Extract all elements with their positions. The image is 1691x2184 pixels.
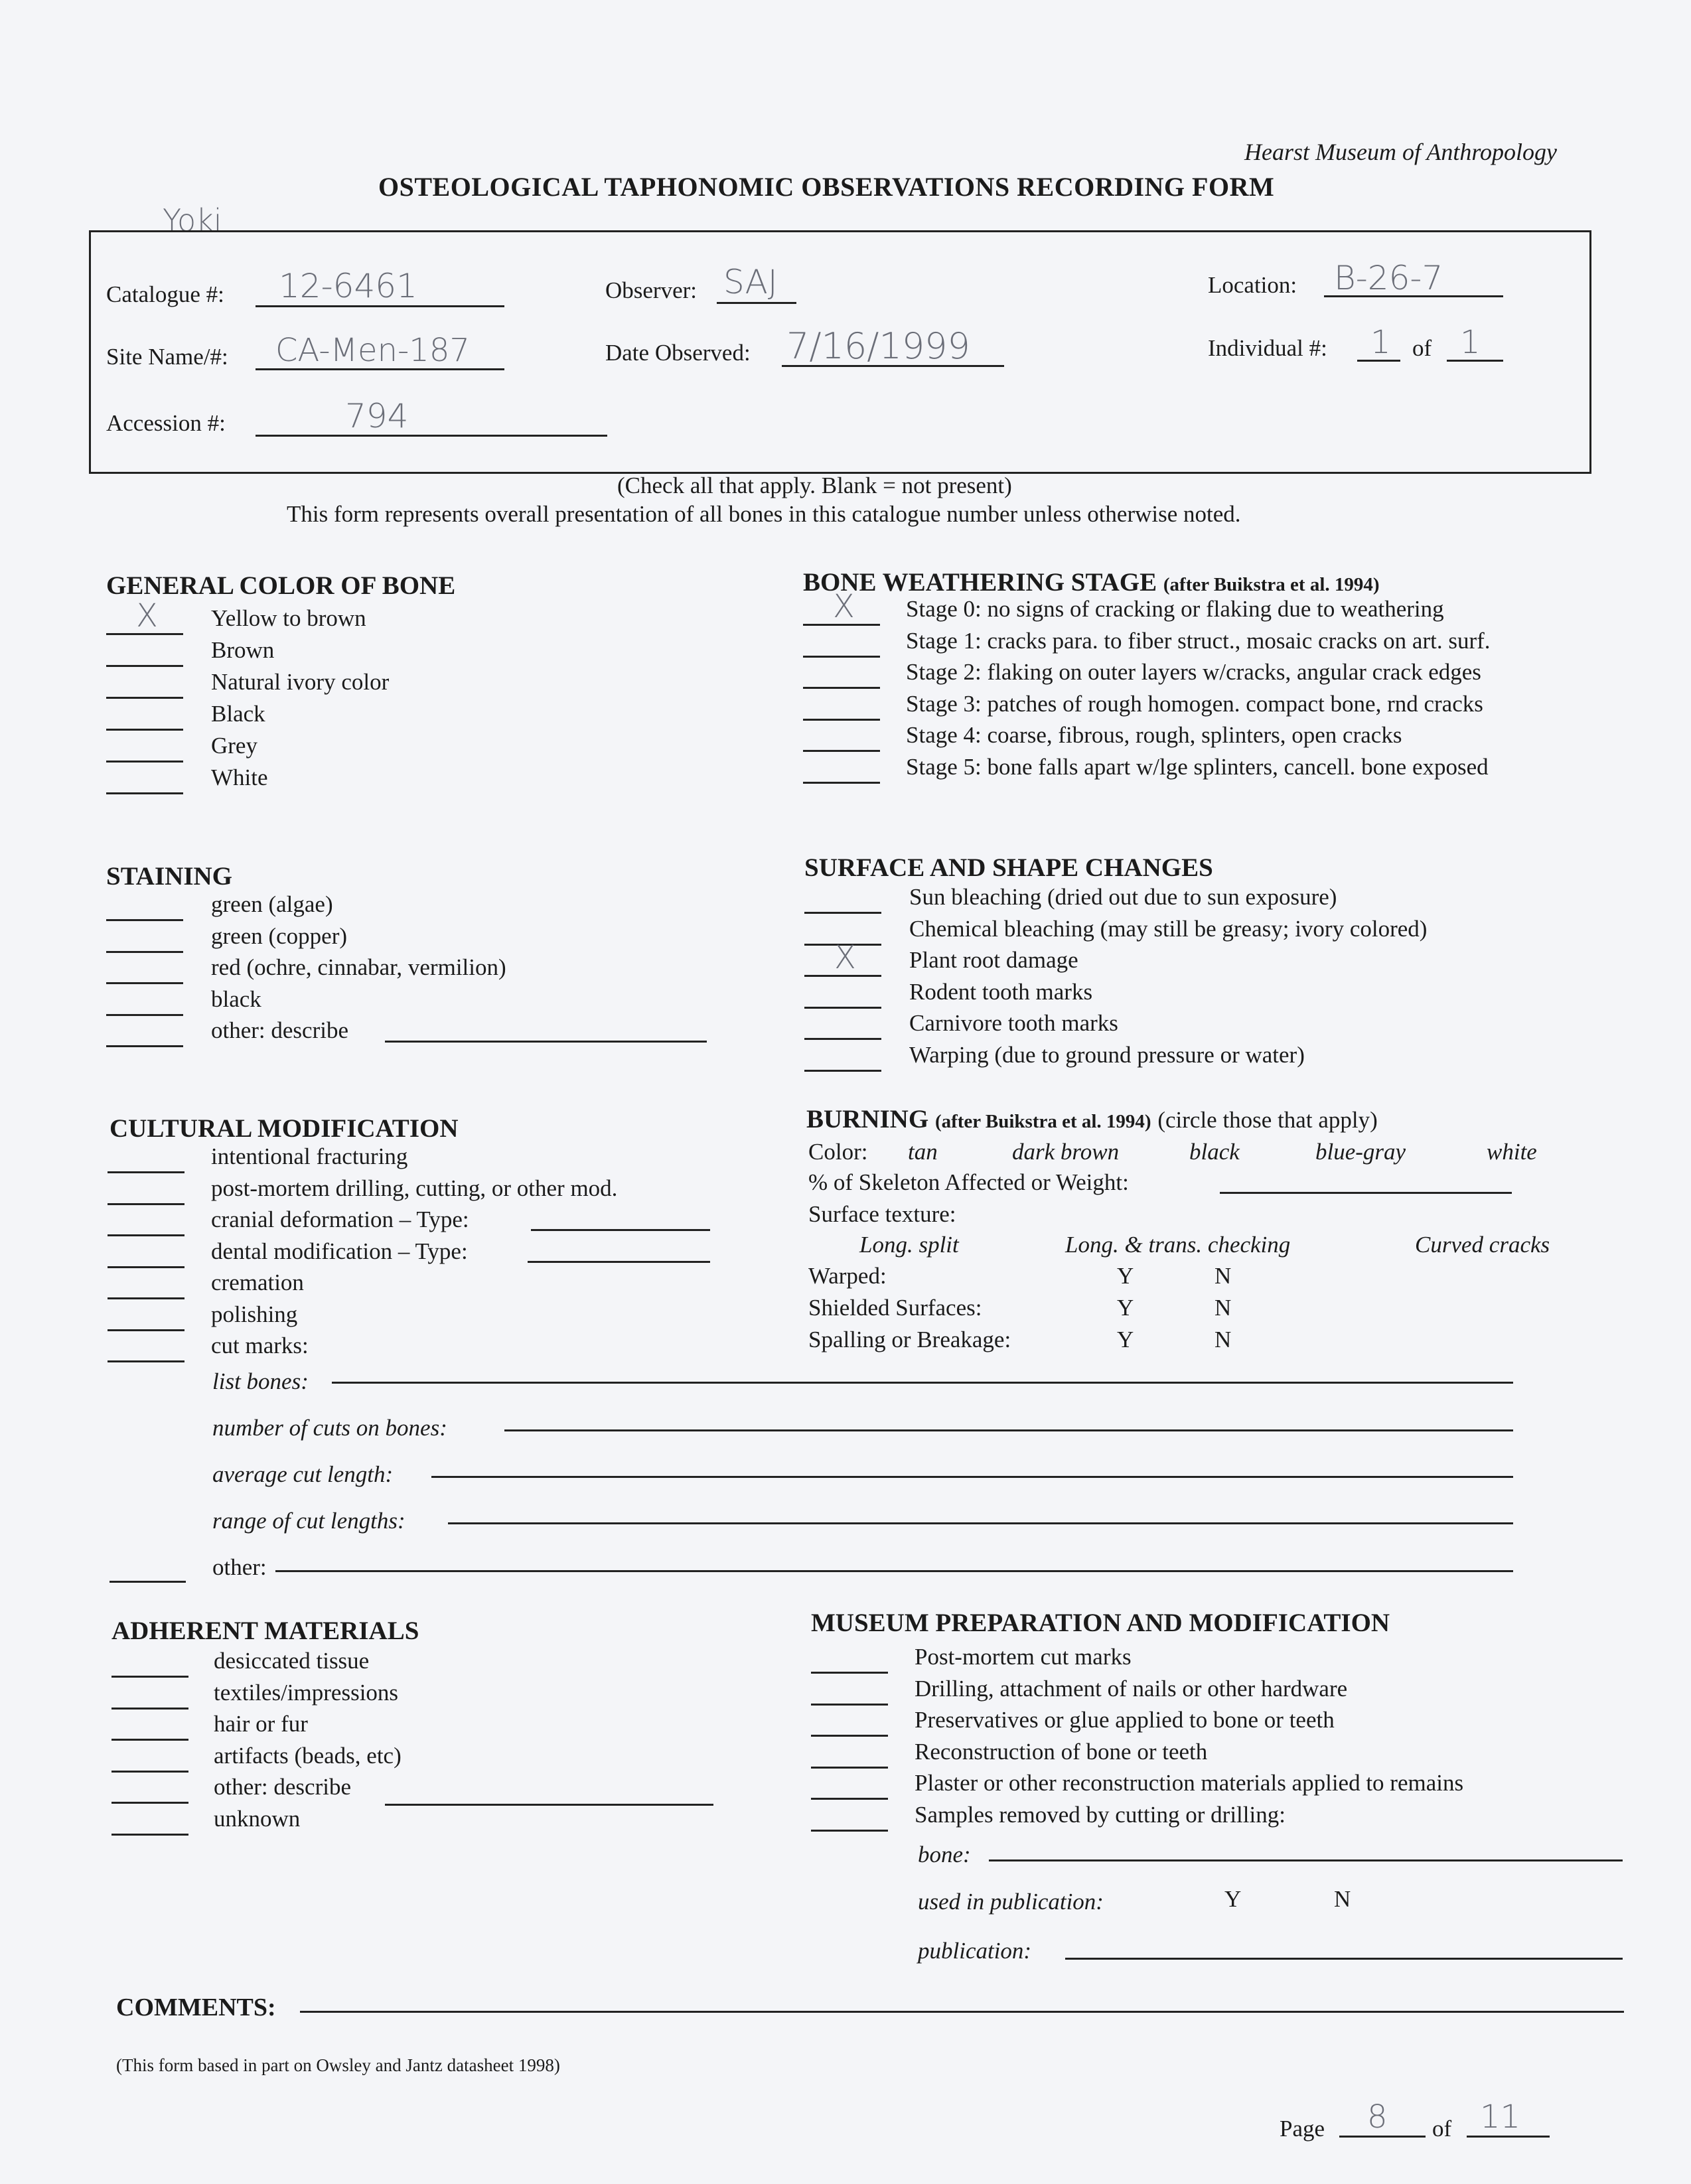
weathering-label: Stage 2: flaking on outer layers w/cracks, angular crack edges — [906, 659, 1481, 685]
general-color-checkbox[interactable] — [106, 697, 183, 699]
num-cuts-label: number of cuts on bones: — [212, 1415, 447, 1441]
cultural-label: polishing — [211, 1301, 298, 1327]
general-color-checkbox[interactable] — [106, 665, 183, 667]
site-label: Site Name/#: — [106, 344, 228, 370]
catalogue-label: Catalogue #: — [106, 281, 224, 307]
weathering-label: Stage 5: bone falls apart w/lge splinters, cancell. bone exposed — [906, 753, 1489, 780]
staining-label: black — [211, 985, 261, 1012]
cultural-checkbox[interactable] — [108, 1266, 184, 1268]
page-number-line — [1339, 2136, 1426, 2138]
burning-percent-line[interactable] — [1220, 1192, 1512, 1194]
weathering-subtitle: (after Buikstra et al. 1994) — [1163, 574, 1380, 595]
date-label: Date Observed: — [605, 340, 751, 366]
museum-prep-checkbox[interactable] — [811, 1672, 888, 1674]
list-bones-line[interactable] — [332, 1382, 1513, 1384]
burning-color-option[interactable]: blue-gray — [1315, 1139, 1406, 1165]
adherent-label: hair or fur — [214, 1711, 308, 1737]
location-field[interactable]: B-26-7 — [1334, 259, 1443, 297]
bone-label: bone: — [918, 1842, 971, 1867]
publication-line[interactable] — [1065, 1958, 1623, 1960]
burning-subtitle: (after Buikstra et al. 1994) — [934, 1111, 1151, 1132]
cultural-label: cremation — [211, 1270, 304, 1295]
staining-label: green (copper) — [211, 922, 348, 949]
general-color-label: Yellow to brown — [211, 605, 366, 631]
staining-checkbox[interactable] — [106, 919, 183, 921]
weathering-title-text: BONE WEATHERING STAGE — [803, 568, 1157, 597]
general-color-check-mark: X — [136, 597, 158, 634]
cultural-checkbox[interactable] — [108, 1329, 184, 1331]
instructions-line2: This form represents overall presentation of all bones in this catalogue number unless otherwise noted. — [287, 501, 1241, 527]
weathering-label: Stage 1: cracks para. to fiber struct., mosaic cracks on art. surf. — [906, 627, 1491, 654]
surface-checkbox[interactable] — [804, 1007, 881, 1009]
num-cuts-line[interactable] — [504, 1429, 1513, 1431]
burning-percent-label: % of Skeleton Affected or Weight: — [808, 1169, 1129, 1195]
museum-prep-checkbox[interactable] — [811, 1704, 888, 1706]
publication-label: publication: — [918, 1938, 1032, 1964]
surface-checkbox[interactable] — [804, 912, 881, 914]
burning-color-option[interactable]: white — [1487, 1139, 1537, 1165]
burning-yn-label: Shielded Surfaces: — [808, 1295, 982, 1321]
museum-prep-checkbox[interactable] — [811, 1830, 888, 1832]
burning-yn-label: Spalling or Breakage: — [808, 1327, 1011, 1352]
range-cut-line[interactable] — [448, 1522, 1513, 1524]
staining-label: red (ochre, cinnabar, vermilion) — [211, 954, 506, 980]
accession-field-line — [256, 435, 607, 437]
burning-title — [806, 1104, 1378, 1134]
used-in-publication-yes[interactable]: Y — [1224, 1886, 1242, 1912]
individual-of-label: of — [1412, 335, 1432, 361]
comments-label: COMMENTS: — [116, 1994, 276, 2021]
surface-label: Plant root damage — [909, 947, 1078, 973]
general-color-checkbox[interactable] — [106, 792, 183, 794]
burning-texture-label: Surface texture: — [808, 1201, 956, 1227]
burning-no-option[interactable]: N — [1214, 1295, 1232, 1321]
cultural-checkbox[interactable] — [108, 1171, 184, 1173]
burning-texture-option[interactable]: Curved cracks — [1415, 1232, 1550, 1258]
museum-prep-checkbox[interactable] — [811, 1767, 888, 1769]
general-color-label: White — [211, 764, 268, 790]
bone-line[interactable] — [989, 1859, 1623, 1861]
weathering-label: Stage 4: coarse, fibrous, rough, splinters, open cracks — [906, 722, 1402, 748]
cultural-label: cranial deformation – Type: — [211, 1206, 469, 1232]
cultural-other-checkbox[interactable] — [110, 1581, 186, 1583]
avg-cut-line[interactable] — [431, 1476, 1513, 1478]
staining-label: other: describe — [211, 1017, 348, 1043]
cultural-other-line[interactable] — [275, 1570, 1513, 1572]
cultural-checkbox[interactable] — [108, 1360, 184, 1362]
general-color-checkbox[interactable] — [106, 729, 183, 731]
catalogue-field[interactable]: 12-6461 — [279, 267, 417, 305]
cultural-other-label: other: — [212, 1554, 267, 1580]
burning-yes-option[interactable]: Y — [1117, 1327, 1134, 1352]
avg-cut-label: average cut length: — [212, 1461, 394, 1487]
catalogue-field-line — [256, 305, 504, 307]
dental-type-line[interactable] — [528, 1261, 710, 1263]
weathering-checkbox[interactable] — [803, 719, 880, 721]
used-in-publication-label: used in publication: — [918, 1889, 1104, 1915]
burning-color-option[interactable]: tan — [908, 1139, 938, 1165]
form-credit: (This form based in part on Owsley and Jantz datasheet 1998) — [116, 2055, 560, 2075]
page-of-label: of — [1432, 2116, 1452, 2142]
general-color-label: Black — [211, 701, 265, 727]
comments-line[interactable] — [300, 2011, 1624, 2013]
museum-name: Hearst Museum of Anthropology — [1244, 139, 1557, 165]
burning-note: (circle those that apply) — [1157, 1107, 1378, 1133]
burning-color-label: Color: — [808, 1139, 868, 1165]
staining-checkbox[interactable] — [106, 951, 183, 953]
burning-no-option[interactable]: N — [1214, 1263, 1232, 1289]
cranial-type-line[interactable] — [531, 1229, 710, 1231]
weathering-label: Stage 0: no signs of cracking or flaking due to weathering — [906, 596, 1444, 622]
burning-yn-label: Warped: — [808, 1263, 887, 1289]
staining-title: STAINING — [106, 862, 232, 891]
staining-checkbox[interactable] — [106, 1014, 183, 1016]
adherent-title: ADHERENT MATERIALS — [111, 1617, 419, 1645]
surface-label: Rodent tooth marks — [909, 978, 1093, 1005]
page-total-field[interactable]: 11 — [1480, 2098, 1521, 2136]
adherent-checkbox[interactable] — [111, 1739, 188, 1741]
adherent-checkbox[interactable] — [111, 1708, 188, 1710]
surface-label: Sun bleaching (dried out due to sun exposure) — [909, 884, 1337, 910]
surface-title: SURFACE AND SHAPE CHANGES — [804, 853, 1213, 882]
weathering-label: Stage 3: patches of rough homogen. compact bone, rnd cracks — [906, 690, 1483, 717]
weathering-checkbox[interactable] — [803, 750, 880, 752]
adherent-checkbox[interactable] — [111, 1834, 188, 1836]
museum-prep-label: Reconstruction of bone or teeth — [915, 1738, 1208, 1765]
instructions-line1: (Check all that apply. Blank = not present) — [617, 473, 1012, 498]
adherent-checkbox[interactable] — [111, 1802, 188, 1804]
burning-yes-option[interactable]: Y — [1117, 1263, 1134, 1289]
weathering-checkbox[interactable] — [803, 687, 880, 689]
general-color-label: Brown — [211, 637, 275, 663]
museum-prep-label: Plaster or other reconstruction materials applied to remains — [915, 1770, 1464, 1796]
page-label: Page — [1280, 2116, 1325, 2142]
weathering-title — [803, 567, 1380, 597]
burning-texture-option[interactable]: Long. & trans. checking — [1065, 1232, 1291, 1258]
museum-prep-label: Preservatives or glue applied to bone or teeth — [915, 1707, 1335, 1733]
individual-label: Individual #: — [1208, 335, 1327, 361]
observer-label: Observer: — [605, 277, 698, 303]
date-field[interactable]: 7/16/1999 — [786, 325, 970, 367]
location-label: Location: — [1208, 272, 1297, 298]
surface-checkbox[interactable] — [804, 1070, 881, 1072]
list-bones-label: list bones: — [212, 1368, 309, 1394]
adherent-checkbox[interactable] — [111, 1676, 188, 1678]
burning-no-option[interactable]: N — [1214, 1327, 1232, 1352]
surface-check-mark: X — [834, 939, 856, 976]
adherent-other-line[interactable] — [385, 1804, 713, 1806]
adherent-label: artifacts (beads, etc) — [214, 1742, 402, 1769]
cultural-label: dental modification – Type: — [211, 1238, 468, 1264]
general-color-label: Grey — [211, 733, 257, 759]
used-in-publication-no[interactable]: N — [1334, 1886, 1351, 1912]
cultural-label: cut marks: — [211, 1333, 309, 1358]
adherent-label: other: describe — [214, 1774, 351, 1800]
staining-label: green (algae) — [211, 891, 333, 917]
adherent-checkbox[interactable] — [111, 1771, 188, 1773]
adherent-label: unknown — [214, 1805, 301, 1832]
surface-label: Warping (due to ground pressure or water) — [909, 1041, 1305, 1068]
observer-field[interactable]: SAJ — [723, 263, 778, 301]
general-color-checkbox[interactable] — [106, 761, 183, 763]
museum-prep-checkbox[interactable] — [811, 1735, 888, 1737]
burning-title-text: BURNING — [806, 1105, 929, 1133]
individual-total-field[interactable]: 1 — [1460, 324, 1481, 361]
accession-field[interactable]: 794 — [345, 397, 409, 435]
accession-label: Accession #: — [106, 410, 226, 436]
page-number-field[interactable]: 8 — [1367, 2098, 1388, 2136]
cultural-label: post-mortem drilling, cutting, or other mod. — [211, 1175, 618, 1201]
burning-yes-option[interactable]: Y — [1117, 1295, 1134, 1321]
burning-color-option[interactable]: dark brown — [1012, 1139, 1120, 1165]
museum-prep-checkbox[interactable] — [811, 1798, 888, 1800]
museum-prep-label: Drilling, attachment of nails or other hardware — [915, 1675, 1348, 1702]
general-color-label: Natural ivory color — [211, 669, 390, 695]
individual-field[interactable]: 1 — [1370, 324, 1391, 361]
adherent-label: textiles/impressions — [214, 1679, 399, 1706]
observer-field-line — [717, 302, 796, 304]
staining-checkbox[interactable] — [106, 1045, 183, 1047]
page-total-line — [1467, 2136, 1550, 2138]
cultural-checkbox[interactable] — [108, 1203, 184, 1205]
cultural-checkbox[interactable] — [108, 1297, 184, 1299]
weathering-checkbox[interactable] — [803, 656, 880, 658]
cultural-title: CULTURAL MODIFICATION — [110, 1114, 459, 1143]
general-color-title: GENERAL COLOR OF BONE — [106, 571, 456, 600]
handwritten-note: Yoki — [163, 202, 222, 238]
burning-color-option[interactable]: black — [1189, 1139, 1240, 1165]
weathering-checkbox[interactable] — [803, 782, 880, 784]
museum-prep-title: MUSEUM PREPARATION AND MODIFICATION — [811, 1609, 1390, 1637]
adherent-label: desiccated tissue — [214, 1648, 370, 1674]
burning-texture-option[interactable]: Long. split — [859, 1232, 959, 1258]
cultural-checkbox[interactable] — [108, 1234, 184, 1236]
staining-checkbox[interactable] — [106, 982, 183, 984]
staining-other-line[interactable] — [385, 1041, 707, 1043]
surface-checkbox[interactable] — [804, 1038, 881, 1040]
museum-prep-label: Samples removed by cutting or drilling: — [915, 1801, 1286, 1828]
range-cut-label: range of cut lengths: — [212, 1508, 405, 1534]
weathering-check-mark: X — [833, 588, 855, 625]
cultural-label: intentional fracturing — [211, 1143, 408, 1169]
site-field[interactable]: CA-Men-187 — [275, 332, 470, 369]
surface-label: Carnivore tooth marks — [909, 1010, 1118, 1036]
surface-label: Chemical bleaching (may still be greasy; ivory colored) — [909, 915, 1428, 942]
form-title: OSTEOLOGICAL TAPHONOMIC OBSERVATIONS RECORDING FORM — [378, 172, 1275, 202]
museum-prep-label: Post-mortem cut marks — [915, 1644, 1132, 1670]
